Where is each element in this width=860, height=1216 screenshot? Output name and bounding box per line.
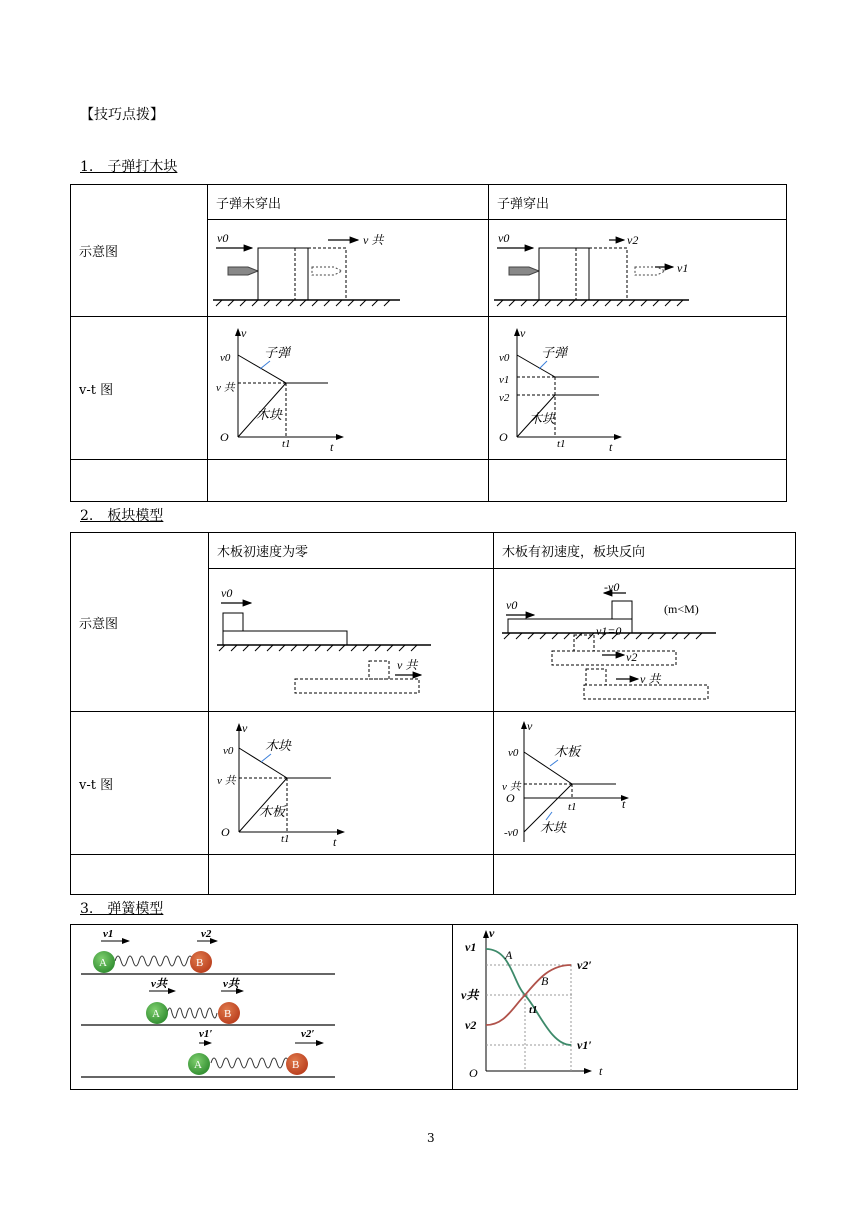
curve-a-label: A (505, 948, 513, 962)
v0-tick: v0 (223, 745, 234, 757)
v2-label: v2 (626, 650, 638, 664)
t1-tick: t1 (529, 1004, 538, 1016)
vt-not-through-cell (208, 317, 489, 460)
t1-tick: t1 (568, 801, 577, 813)
origin: O (221, 825, 230, 839)
ball-a: A (99, 957, 107, 969)
v1p-tick: v1′ (577, 1038, 592, 1052)
row-label-diagram: 示意图 (71, 533, 209, 712)
neg-v0-tick: -v0 (504, 827, 519, 839)
bullet-block-table (70, 184, 787, 502)
t1-tick: t1 (281, 833, 290, 845)
diagram-through-cell (489, 220, 787, 317)
col-header-board-zero: 木板初速度为零 (209, 533, 494, 569)
v1-zero-label: v1=0 (596, 624, 622, 638)
v-common-label: v共 (223, 978, 239, 990)
col-header-through: 子弹穿出 (489, 185, 787, 220)
v2-label: v2 (627, 233, 639, 247)
v-common-tick: v 共 (216, 382, 235, 394)
axis-v: v (241, 326, 247, 340)
vt-graph-board-zero (209, 712, 494, 850)
board-block-table (70, 532, 796, 895)
v0-tick: v0 (499, 352, 510, 364)
v0-label: v0 (498, 231, 510, 245)
empty-cell (71, 460, 208, 502)
v-common-label: v 共 (363, 233, 384, 247)
v2p-tick: v2′ (577, 958, 592, 972)
diagram-through (489, 220, 787, 312)
vt-graph-through (489, 317, 787, 455)
ball-b: B (196, 957, 204, 969)
mass-note: (m<M) (664, 602, 699, 616)
curve-b-label: B (541, 974, 549, 988)
axis-v: v (520, 326, 526, 340)
diagram-not-through-cell (208, 220, 489, 317)
vt-graph-not-through (208, 317, 489, 455)
spring-table (70, 924, 798, 1090)
bullet-icon (228, 267, 258, 275)
row-label-vt: v-t 图 (71, 712, 209, 855)
board-curve-label: 木板 (259, 804, 286, 819)
axis-t: t (333, 835, 337, 849)
diagram-opposite-cell (494, 569, 796, 712)
v1-label: v1 (103, 928, 114, 940)
page-number: 3 (427, 1131, 435, 1145)
row-label-vt: v-t 图 (71, 317, 208, 460)
board (223, 631, 347, 645)
ball-b: B (292, 1059, 300, 1071)
section-title-3: 3. 弹簧模型 (80, 901, 164, 917)
ball-b: B (224, 1008, 232, 1020)
spring-vt-graph (453, 925, 798, 1085)
spring-diagram-cell (71, 925, 453, 1090)
empty-cell (489, 460, 787, 502)
diagram-not-through (208, 220, 489, 312)
vt-graph-opposite (494, 712, 796, 850)
v-common-tick: v 共 (217, 775, 236, 787)
t1-tick: t1 (557, 438, 566, 450)
block-curve-label: 木块 (265, 738, 292, 753)
origin: O (469, 1066, 478, 1080)
empty-cell (71, 855, 209, 895)
col-header-not-through: 子弹未穿出 (208, 185, 489, 220)
row-label-diagram: 示意图 (71, 185, 208, 317)
axis-t: t (599, 1064, 603, 1078)
v0-tick: v0 (220, 352, 231, 364)
v2-label: v2 (201, 928, 212, 940)
section-title-1: 1. 子弹打木块 (80, 159, 178, 175)
t1-tick: t1 (282, 438, 291, 450)
section-heading: 【技巧点拨】 (80, 107, 164, 123)
axis-v: v (489, 926, 495, 940)
bullet-curve-label: 子弹 (264, 345, 291, 360)
diagram-opposite (494, 569, 796, 707)
ball-a: A (152, 1008, 160, 1020)
v-common-tick: v共 (461, 988, 479, 1002)
spring-diagram (71, 925, 453, 1085)
origin: O (220, 430, 229, 444)
block (223, 613, 243, 631)
curve-a (486, 949, 571, 1045)
block-curve-label: 木块 (540, 820, 567, 835)
origin: O (499, 430, 508, 444)
v1-tick: v1 (465, 940, 477, 954)
v-common-label: v共 (151, 978, 167, 990)
v-common-tick: v 共 (502, 781, 521, 793)
col-header-opposite: 木板有初速度，板块反向 (494, 533, 796, 569)
empty-cell (209, 855, 494, 895)
v0-tick: v0 (508, 747, 519, 759)
v0-label: v0 (221, 586, 233, 600)
axis-t: t (622, 797, 626, 811)
bullet-icon (509, 267, 539, 275)
v0-label: v0 (506, 598, 518, 612)
v2p-label: v2′ (301, 1028, 315, 1040)
spring-vt-cell (453, 925, 798, 1090)
board-curve-label: 木板 (554, 744, 581, 759)
section-title-2: 2. 板块模型 (80, 508, 164, 524)
vt-through-cell (489, 317, 787, 460)
vt-opposite-cell (494, 712, 796, 855)
origin: O (506, 791, 515, 805)
v0-label: v0 (217, 231, 229, 245)
bullet-curve-label: 子弹 (541, 345, 568, 360)
ball-a: A (194, 1059, 202, 1071)
axis-v: v (242, 721, 248, 735)
v-common-label: v 共 (397, 658, 418, 672)
v-common-label: v 共 (640, 672, 661, 686)
axis-v: v (527, 719, 533, 733)
axis-t: t (330, 440, 334, 454)
empty-cell (494, 855, 796, 895)
block-curve-label: 木块 (529, 411, 556, 426)
vt-board-zero-cell (209, 712, 494, 855)
block-curve-label: 木块 (256, 407, 283, 422)
diagram-board-zero-cell (209, 569, 494, 712)
v2-tick: v2 (465, 1018, 477, 1032)
axis-t: t (609, 440, 613, 454)
v1p-label: v1′ (199, 1028, 213, 1040)
empty-cell (208, 460, 489, 502)
v2-tick: v2 (499, 392, 510, 404)
v1-label: v1 (677, 261, 689, 275)
neg-v0-label: -v0 (604, 580, 620, 594)
v1-tick: v1 (499, 374, 510, 386)
diagram-board-zero (209, 569, 494, 707)
